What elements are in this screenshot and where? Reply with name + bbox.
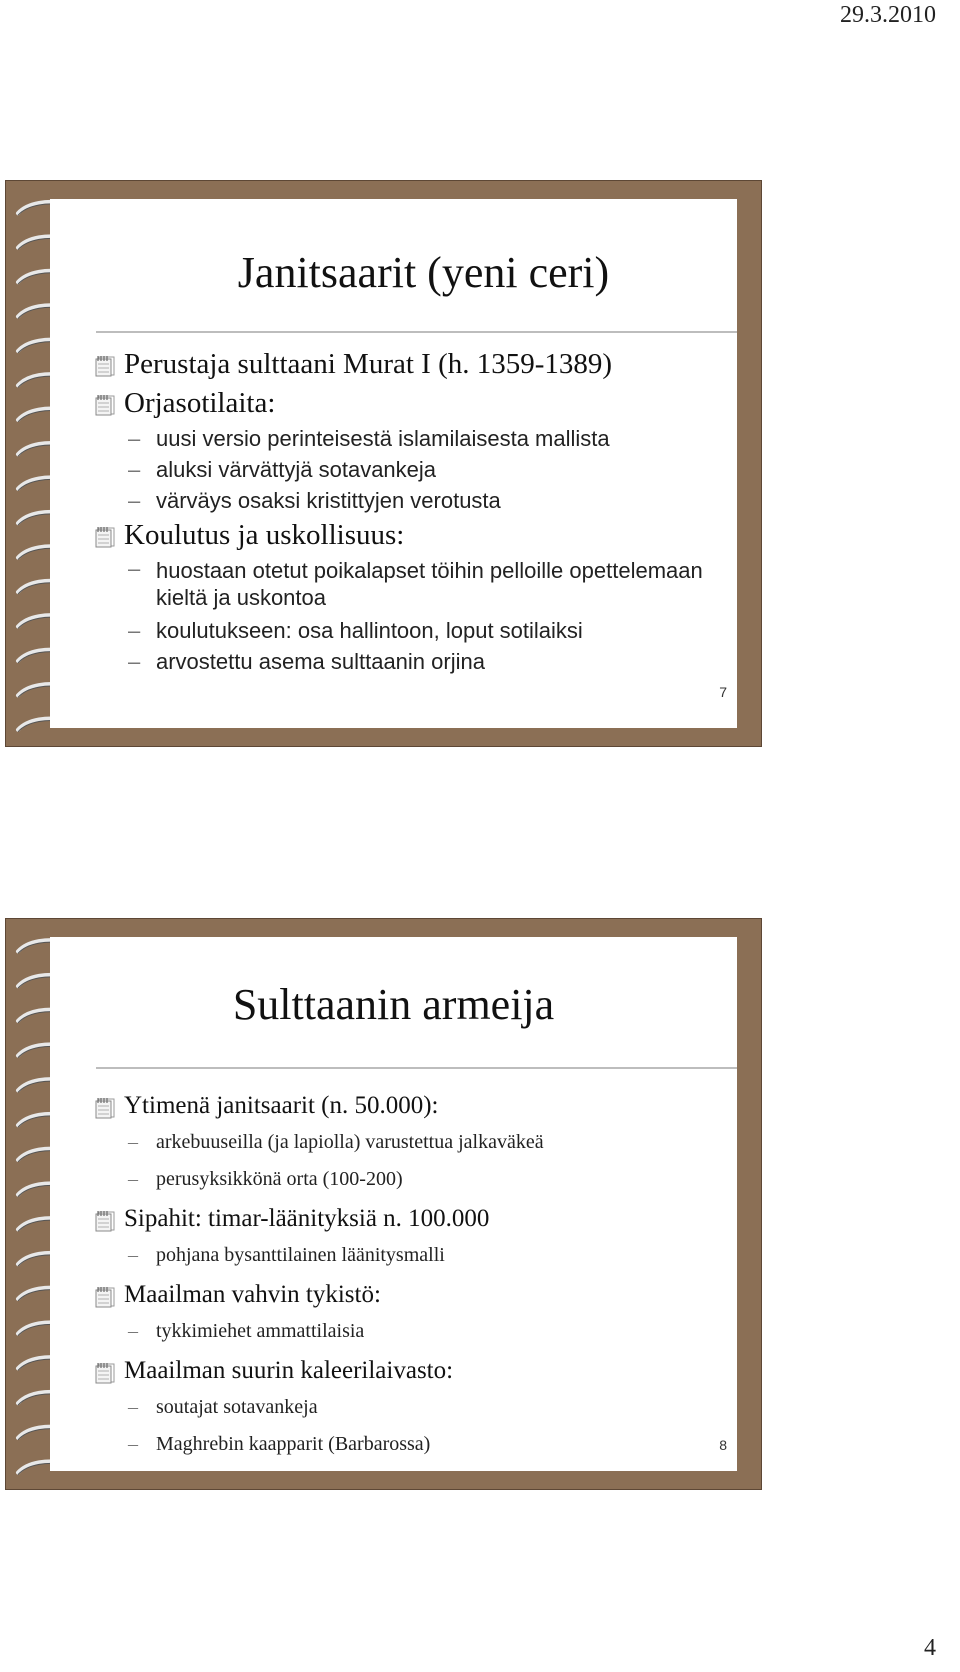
- notepad-icon: [94, 524, 116, 548]
- slide-title: Sulttaanin armeija: [232, 980, 555, 1029]
- sub-bullet-item: [94, 1124, 729, 1161]
- sub-bullet-item: [94, 454, 729, 485]
- bullet-item: [94, 1200, 729, 1237]
- slide-page: [50, 199, 737, 728]
- item-text: Ytimenä janitsaarit (n. 50.000):: [124, 1092, 439, 1119]
- item-text: Maailman suurin kaleerilaivasto:: [124, 1357, 454, 1384]
- bullet-item: [94, 516, 729, 555]
- slide-number: 8: [719, 1437, 727, 1453]
- sub-bullet-item: [94, 1161, 729, 1198]
- slide-8: [5, 918, 762, 1490]
- slide-content: [94, 345, 729, 677]
- item-text: Perustaja sulttaani Murat I (h. 1359-1389): [124, 348, 613, 380]
- sub-bullet-item: [94, 1426, 729, 1463]
- item-text: Maghrebin kaapparit (Barbarossa): [156, 1433, 431, 1455]
- slide-page: [50, 937, 737, 1471]
- item-text: arvostettu asema sulttaanin orjina: [156, 649, 485, 674]
- dash-marker: –: [128, 1168, 138, 1190]
- item-text: soutajat sotavankeja: [156, 1396, 318, 1418]
- item-text: Orjasotilaita:: [124, 387, 276, 419]
- item-text: tykkimiehet ammattilaisia: [156, 1320, 365, 1342]
- notepad-icon: [94, 353, 116, 377]
- title-divider: [96, 331, 737, 333]
- dash-marker: –: [128, 1320, 138, 1342]
- slide-number: 7: [719, 684, 727, 700]
- sub-bullet-item: [94, 485, 729, 516]
- sub-bullet-item: [94, 555, 716, 615]
- notepad-icon: [94, 392, 116, 416]
- title-divider: [96, 1067, 737, 1069]
- dash-marker: –: [128, 488, 141, 513]
- item-text: pohjana bysanttilainen läänitysmalli: [156, 1244, 445, 1266]
- bullet-item: [94, 1087, 729, 1124]
- item-text: huostaan otetut poikalapset töihin pelloille opettelemaan kieltä ja uskontoa: [156, 558, 703, 610]
- dash-marker: –: [128, 649, 141, 674]
- slide-title: Janitsaarit (yeni ceri): [237, 248, 610, 297]
- notepad-icon: [94, 1284, 116, 1308]
- sub-bullet-item: [94, 615, 729, 646]
- dash-marker: –: [128, 1433, 138, 1455]
- sub-bullet-item: [94, 1389, 729, 1426]
- item-text: värväys osaksi kristittyjen verotusta: [156, 488, 501, 513]
- slide-7: [5, 180, 762, 747]
- bullet-item: [94, 384, 729, 423]
- page-date: 29.3.2010: [840, 2, 936, 28]
- item-text: aluksi värvättyjä sotavankeja: [156, 457, 437, 482]
- item-text: Maailman vahvin tykistö:: [124, 1281, 381, 1308]
- item-text: perusyksikkönä orta (100-200): [156, 1168, 403, 1190]
- item-text: arkebuuseilla (ja lapiolla) varustettua jalkaväkeä: [156, 1131, 544, 1153]
- bullet-item: [94, 1352, 729, 1389]
- bullet-item: [94, 345, 729, 384]
- dash-marker: –: [128, 1244, 138, 1266]
- sub-bullet-item: [94, 646, 729, 677]
- sub-bullet-item: [94, 1313, 729, 1350]
- bullet-item: [94, 1276, 729, 1313]
- dash-marker: –: [128, 556, 141, 581]
- slide-content: [94, 1085, 729, 1463]
- sub-bullet-item: [94, 1237, 729, 1274]
- dash-marker: –: [128, 1131, 138, 1153]
- item-text: koulutukseen: osa hallintoon, loput sotilaiksi: [156, 618, 583, 643]
- dash-marker: –: [128, 457, 141, 482]
- dash-marker: –: [128, 426, 141, 451]
- notepad-icon: [94, 1360, 116, 1384]
- sub-bullet-item: [94, 423, 729, 454]
- notepad-icon: [94, 1208, 116, 1232]
- item-text: Koulutus ja uskollisuus:: [124, 519, 405, 551]
- notepad-icon: [94, 1095, 116, 1119]
- page-number: 4: [924, 1635, 936, 1661]
- dash-marker: –: [128, 618, 141, 643]
- item-text: Sipahit: timar-läänityksiä n. 100.000: [124, 1205, 490, 1232]
- dash-marker: –: [128, 1396, 138, 1418]
- item-text: uusi versio perinteisestä islamilaisesta mallista: [156, 426, 610, 451]
